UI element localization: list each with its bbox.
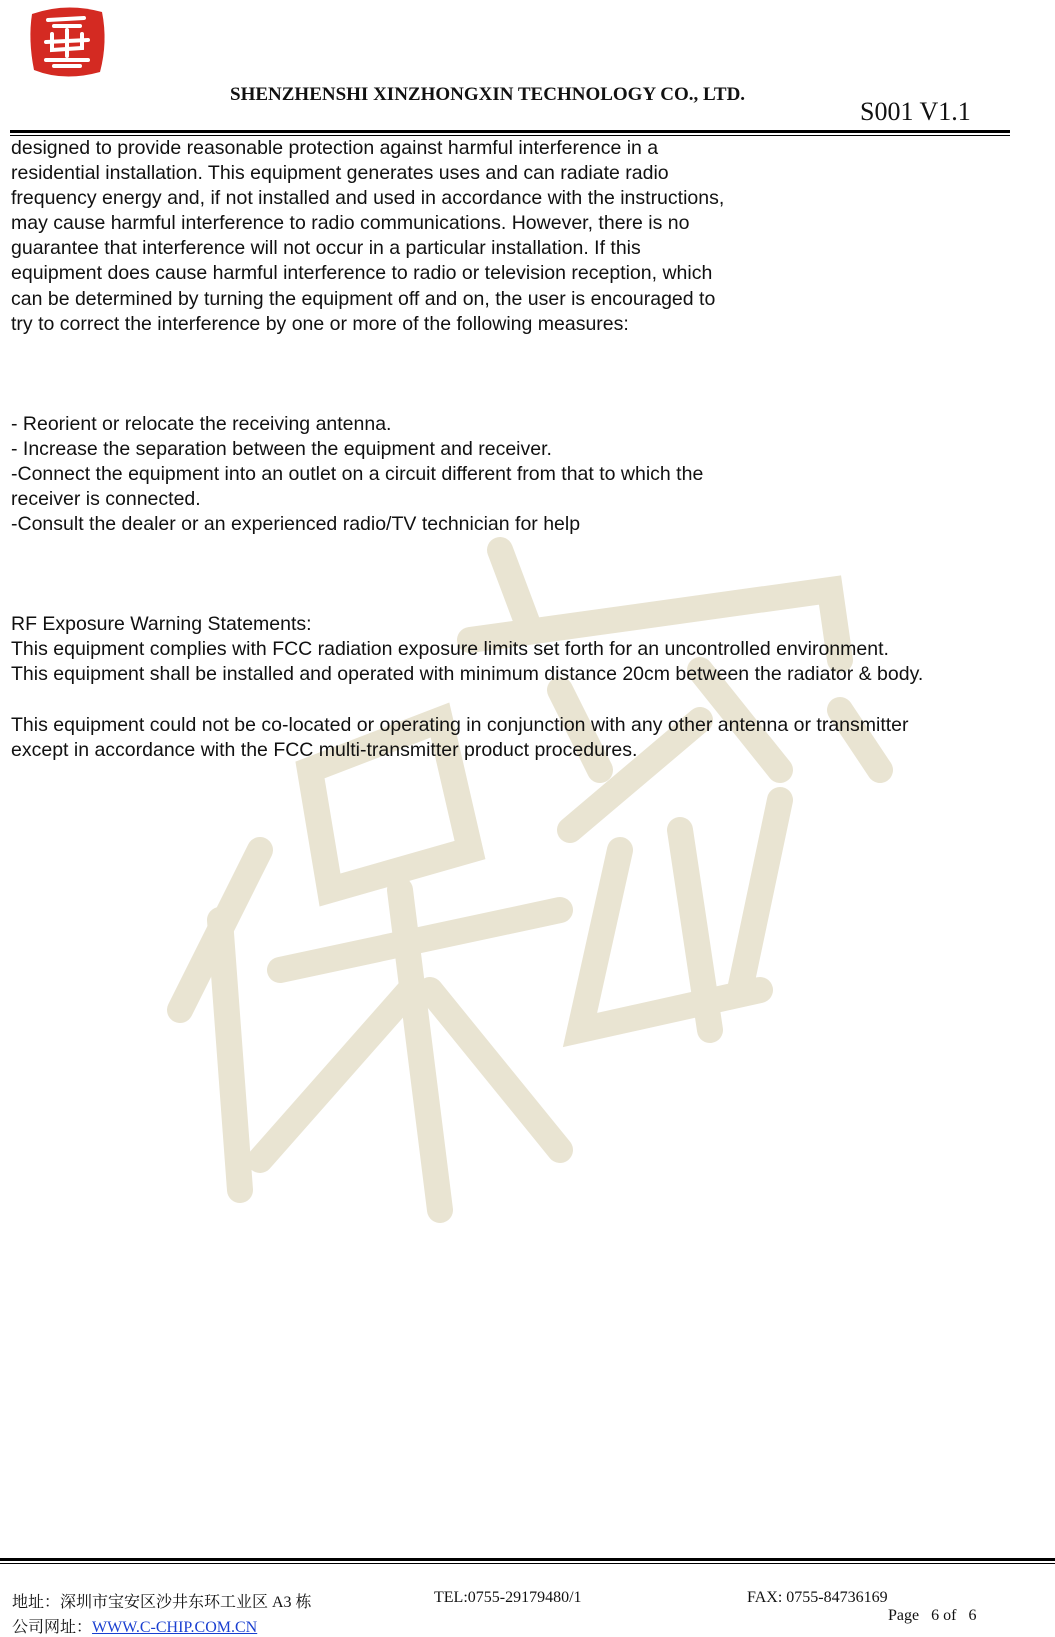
paragraph-line: residential installation. This equipment generates uses and can radiate radio [11,162,669,185]
footer-rule-thick [0,1558,1055,1561]
page-label: Page [888,1607,920,1624]
footer-address: 地址：深圳市宝安区沙井东环工业区 A3 栋 [12,1594,312,1611]
document-body [11,136,1051,763]
measures-list [11,412,1051,537]
paragraph-line: try to correct the interference by one or more of the following measures: [11,312,629,335]
measure-item: -Consult the dealer or an experienced radio/TV technician for help [11,513,581,536]
paragraph-line: frequency energy and, if not installed and used in accordance with the instructions, [11,187,725,210]
footer-rule-thin [0,1563,1055,1564]
footer-website [12,1614,257,1637]
paragraph-line: guarantee that interference will not occur in a particular installation. If this [11,237,641,260]
website-label: 公司网址： [12,1619,93,1636]
footer-telephone: TEL:0755-29179480/1 [434,1589,582,1606]
header-rule-thick [10,130,1010,133]
footer-fax: FAX: 0755-84736169 [747,1589,888,1606]
page-of: of [943,1607,957,1624]
fcc-intro-paragraph [11,136,1051,337]
website-link[interactable]: WWW.C-CHIP.COM.CN [92,1619,258,1636]
paragraph-line: may cause harmful interference to radio communications. However, there is no [11,212,690,235]
measure-item: - Reorient or relocate the receiving antenna. [11,412,392,435]
page-total: 6 [968,1607,977,1624]
measure-item: - Increase the separation between the equipment and receiver. [11,437,552,460]
measure-item: -Connect the equipment into an outlet on a circuit different from that to which the [11,462,704,485]
paragraph-line: equipment does cause harmful interference to radio or television reception, which [11,262,713,285]
rf-exposure-line: This equipment shall be installed and operated with minimum distance 20cm between the radiator & body. [11,663,924,686]
paragraph-line: designed to provide reasonable protection against harmful interference in a [11,137,659,159]
page-number [888,1607,976,1625]
paragraph-line: can be determined by turning the equipment off and on, the user is encouraged to [11,287,716,310]
rf-exposure-heading: RF Exposure Warning Statements: [11,613,312,636]
page-current: 6 [931,1607,940,1624]
colocation-line: except in accordance with the FCC multi-transmitter product procedures. [11,738,638,761]
colocation-line: This equipment could not be co-located or operating in conjunction with any other antenna or transmitter [11,713,909,736]
red-seal-logo-icon [24,0,110,86]
document-version: S001 V1.1 [860,97,971,126]
measure-item: receiver is connected. [11,488,201,511]
rf-exposure-line: This equipment complies with FCC radiation exposure limits set forth for an uncontrolled environment. [11,638,889,661]
company-name: SHENZHENSHI XINZHONGXIN TECHNOLOGY CO., LTD. [230,84,746,105]
